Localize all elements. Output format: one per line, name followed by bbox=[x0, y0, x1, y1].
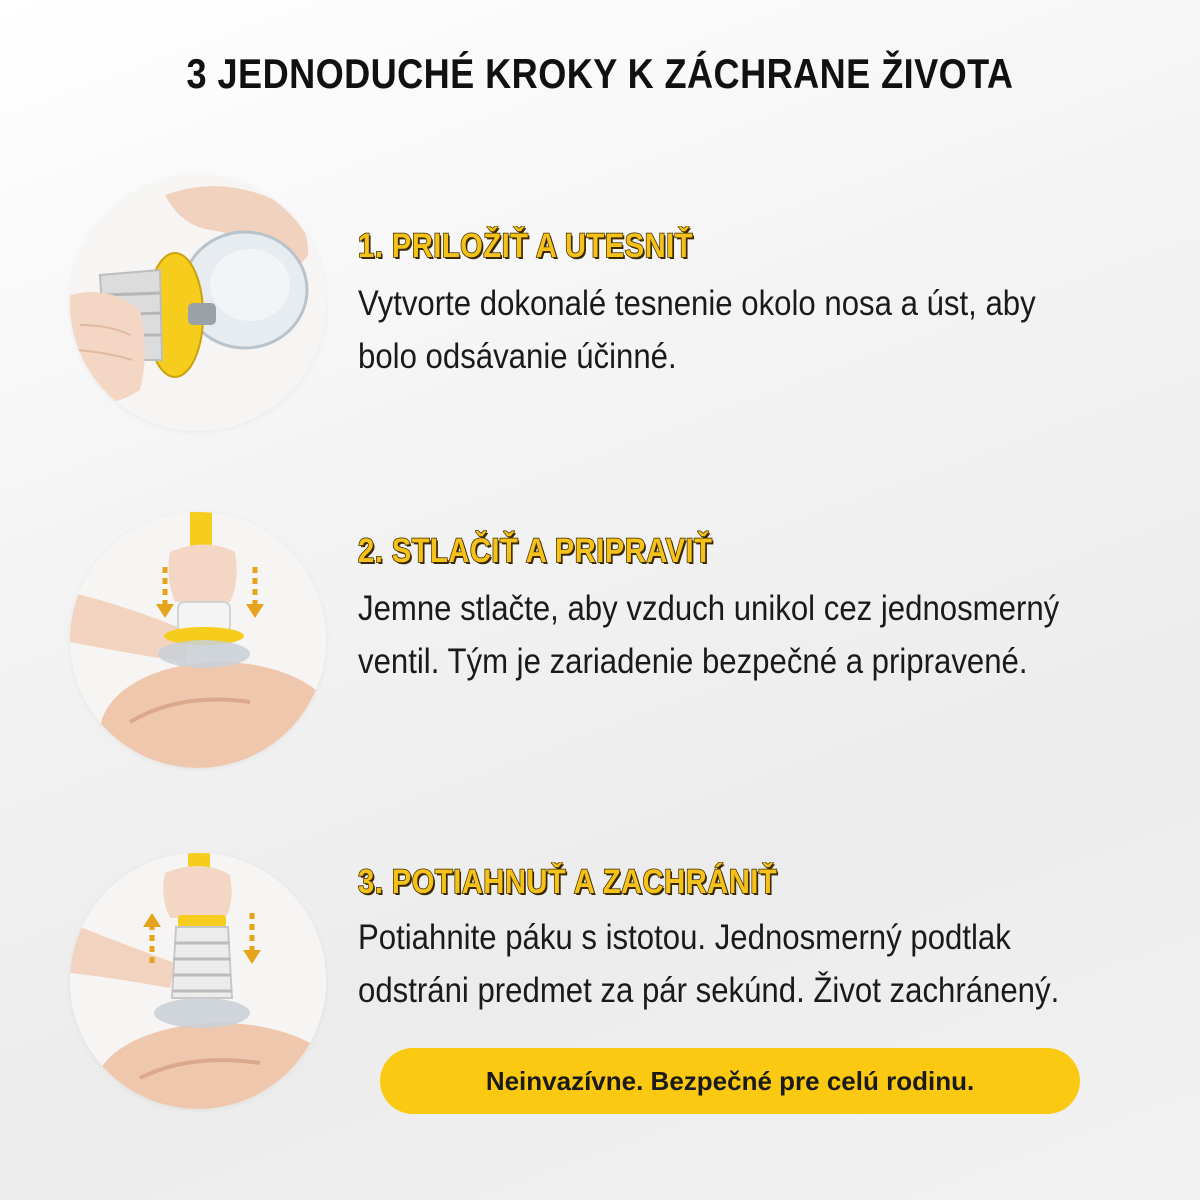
step-1-text: Vytvorte dokonalé tesnenie okolo nosa a úst, aby bolo odsávanie účinné. bbox=[358, 284, 1036, 376]
step-2 bbox=[0, 512, 1200, 792]
pulling-device-icon bbox=[70, 853, 326, 1109]
step-3-text: Potiahnite páku s istotou. Jednosmerný podtlak odstráni predmet za pár sekúnd. Život zachránený. bbox=[358, 918, 1060, 1010]
footer-badge bbox=[380, 1048, 1080, 1114]
step-1-photo bbox=[70, 175, 326, 431]
footer-text: Neinvazívne. Bezpečné pre celú rodinu. bbox=[485, 1065, 975, 1096]
page-title: 3 JEDNODUCHÉ KROKY K ZÁCHRANE ŽIVOTA bbox=[186, 50, 1014, 97]
hand-applying-mask-icon bbox=[70, 175, 326, 431]
pressing-device-icon bbox=[70, 512, 326, 768]
step-2-photo bbox=[70, 512, 326, 768]
step-1-heading: 1. PRILOŽIŤ A UTESNIŤ bbox=[358, 227, 694, 265]
step-3-heading: 3. POTIAHNUŤ A ZACHRÁNIŤ bbox=[358, 863, 778, 901]
step-1 bbox=[0, 175, 1200, 455]
step-2-heading: 2. STLAČIŤ A PRIPRAVIŤ bbox=[358, 532, 713, 570]
step-2-text: Jemne stlačte, aby vzduch unikol cez jednosmerný ventil. Tým je zariadenie bezpečné a pripravené. bbox=[358, 589, 1060, 681]
step-3-photo bbox=[70, 853, 326, 1109]
